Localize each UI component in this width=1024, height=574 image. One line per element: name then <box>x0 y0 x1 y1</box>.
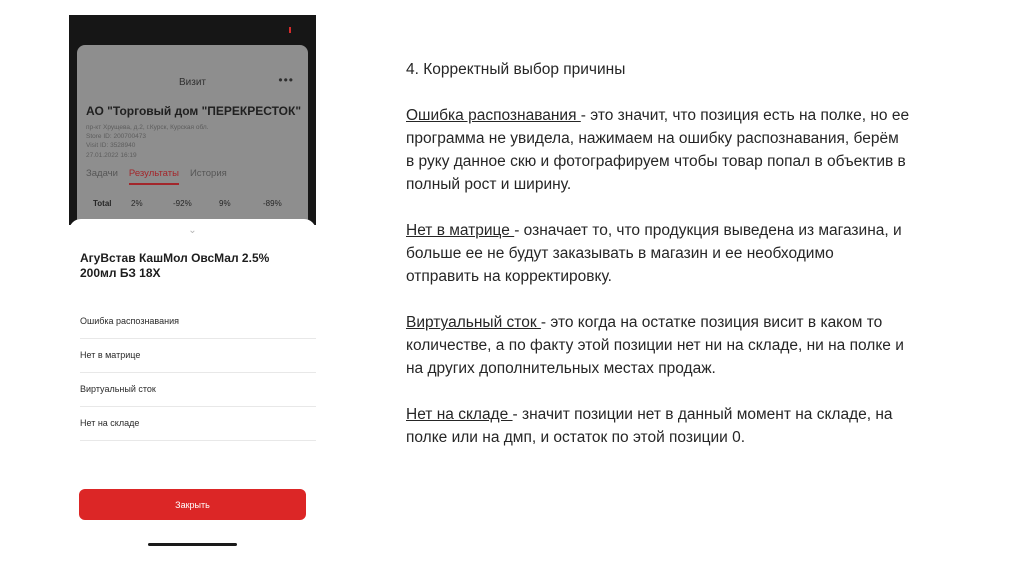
notes-heading: 4. Корректный выбор причины <box>406 61 626 78</box>
note-paragraph <box>406 403 911 449</box>
visit-title: Визит <box>178 77 206 88</box>
home-indicator <box>148 543 237 546</box>
store-id: Store ID: 200700473 <box>86 133 146 140</box>
instructions-text <box>406 58 911 472</box>
reason-option-not-in-warehouse[interactable]: Нет на складе <box>80 406 316 441</box>
note-paragraph <box>406 311 911 380</box>
reason-option-virtual-stock[interactable]: Виртуальный сток <box>80 372 316 407</box>
note-text: - это когда на остатке позиция висит в каком то количестве, а по факту этой позиции нет ни на складе, ни на полке и на других дополнительных местах продаж. <box>406 314 904 377</box>
total-value: -92% <box>173 199 192 208</box>
note-text: - значит позиции нет в данный момент на складе, на полке или на дмп, и остаток по этой позиции 0. <box>406 406 893 446</box>
note-term: Нет на складе <box>406 406 513 423</box>
total-value: 2% <box>131 199 143 208</box>
visit-tabs <box>86 168 227 185</box>
reason-bottom-sheet <box>69 219 316 560</box>
note-text: - означает то, что продукция выведена из магазина, и больше ее не будут заказывать в магазин и ее необходимо отправить на корректировку. <box>406 222 902 285</box>
note-term: Ошибка распознавания <box>406 107 581 124</box>
visit-id: Visit ID: 3528940 <box>86 142 136 149</box>
reason-option-not-in-matrix[interactable]: Нет в матрице <box>80 338 316 373</box>
reason-option-recognition-error[interactable]: Ошибка распознавания <box>80 304 316 339</box>
note-term: Нет в матрице <box>406 222 515 239</box>
note-term: Виртуальный сток <box>406 314 541 331</box>
total-value: -89% <box>263 199 282 208</box>
store-name: АО "Торговый дом "ПЕРЕКРЕСТОК" <box>86 104 302 118</box>
note-text: - это значит, что позиция есть на полке, но ее программа не увидела, нажимаем на ошибку распознавания, берём в руку данное скю и фотографируем чтобы товар попал в объектив в полный рост и ширину. <box>406 107 910 193</box>
note-paragraph <box>406 219 911 288</box>
tab-results[interactable]: Результаты <box>129 168 179 185</box>
product-title: АгуВстав КашМол ОвсМал 2.5% 200мл БЗ 18Х <box>80 251 270 280</box>
sheet-handle-chevron-icon[interactable]: ⌄ <box>188 225 197 236</box>
total-label: Total <box>93 199 112 208</box>
phone-screenshot <box>69 15 316 560</box>
close-button[interactable]: Закрыть <box>79 489 306 520</box>
more-options-icon[interactable]: ••• <box>278 73 294 87</box>
store-address: пр-кт Хрущева, д.2, г.Курск, Курская обл. <box>86 124 209 131</box>
tab-tasks[interactable]: Задачи <box>86 168 118 179</box>
visit-date: 27.01.2022 16:19 <box>86 152 137 159</box>
status-indicator <box>289 27 291 33</box>
tab-history[interactable]: История <box>189 168 227 179</box>
total-value: 9% <box>219 199 231 208</box>
note-paragraph <box>406 104 911 196</box>
